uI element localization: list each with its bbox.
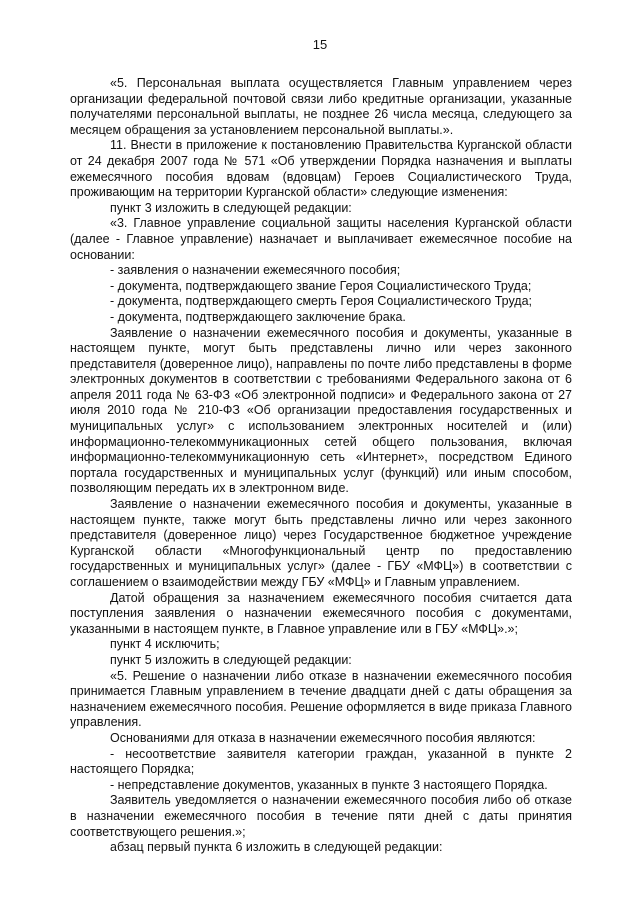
list-item: - документа, подтверждающего звание Героя Социалистического Труда; — [110, 278, 532, 293]
paragraph-point-4-exclude: пункт 4 исключить; — [110, 637, 220, 652]
paragraph-item-11: 11. Внести в приложение к постановлению Правительства Курганской области от 24 декабря 2007 года № 571 «Об утверждении Порядка назначения и выплаты ежемесячного пособия вдовам (вдовцам) Героев Социалистического Труда, проживающим на территории Курганской области» следующие изменения: — [70, 138, 572, 200]
paragraph-point-6-intro: абзац первый пункта 6 изложить в следующей редакции: — [110, 840, 443, 855]
paragraph-notification: Заявитель уведомляется о назначении ежемесячного пособия либо об отказе в назначении ежемесячного пособия в течение пяти дней с даты принятия соответствующего решения.»; — [70, 793, 572, 839]
page-number: 15 — [312, 37, 328, 52]
list-item: - документа, подтверждающего заключение брака. — [110, 309, 406, 324]
paragraph-mfc-submission: Заявление о назначении ежемесячного пособия и документы, указанные в настоящем пункте, также могут быть представлены лично или через законного представителя (доверенное лицо) через Государственное бюджетное учреждение Курганской области «Многофункциональный центр по предоставлению государственных и муниципальных услуг» (далее - ГБУ «МФЦ») в соответствии с соглашением о взаимодействии между ГБУ «МФЦ» и Главным управлением. — [70, 497, 572, 589]
document-body — [70, 76, 572, 856]
paragraph-electronic-submission: Заявление о назначении ежемесячного пособия и документы, указанные в настоящем пункте, могут быть представлены лично или через законного представителя (доверенное лицо), направлены по почте либо представлены в форме электронных документов в соответствии с требованиями Федерального закона от 6 апреля 2011 года № 63-ФЗ «Об электронной подписи» и Федерального закона от 27 июля 2010 года № 210-ФЗ «Об организации предоставления государственных и муниципальных услуг» с использованием электронных носителей и (или) информационно-телекоммуникационных сетей общего пользования, включая информационно-телекоммуникационную сеть «Интернет», посредством Единого портала государственных и муниципальных услуг (функций) или иным способом, позволяющим передать их в электронном виде. — [70, 325, 572, 496]
paragraph-refusal-grounds: Основаниями для отказа в назначении ежемесячного пособия являются: — [110, 730, 536, 745]
paragraph-point-5: «5. Решение о назначении либо отказе в назначении ежемесячного пособия принимается Главным управлением в течение двадцати дней с даты обращения за назначением ежемесячного пособия. Решение оформляется в виде приказа Главного управления. — [70, 668, 572, 730]
list-item: - документа, подтверждающего смерть Героя Социалистического Труда; — [110, 294, 532, 309]
paragraph-application-date: Датой обращения за назначением ежемесячного пособия считается дата поступления заявления о назначении ежемесячного пособия с документами, указанными в настоящем пункте, в Главное управление или в ГБУ «МФЦ».»; — [70, 590, 572, 636]
list-item: - несоответствие заявителя категории граждан, указанной в пункте 2 настоящего Порядка; — [70, 746, 572, 777]
paragraph-point-3: «3. Главное управление социальной защиты населения Курганской области (далее - Главное управление) назначает и выплачивает ежемесячное пособие на основании: — [70, 216, 572, 262]
paragraph-point-3-intro: пункт 3 изложить в следующей редакции: — [110, 200, 352, 215]
list-item: - непредставление документов, указанных в пункте 3 настоящего Порядка. — [110, 777, 548, 792]
paragraph-personal-payment: «5. Персональная выплата осуществляется Главным управлением через организации федеральной почтовой связи либо кредитные организации, указанные получателями персональной выплаты, не позднее 26 числа месяца, следующего за месяцем обращения за установлением персональной выплаты.». — [70, 76, 572, 137]
list-item: - заявления о назначении ежемесячного пособия; — [110, 263, 401, 278]
paragraph-point-5-intro: пункт 5 изложить в следующей редакции: — [110, 652, 352, 667]
